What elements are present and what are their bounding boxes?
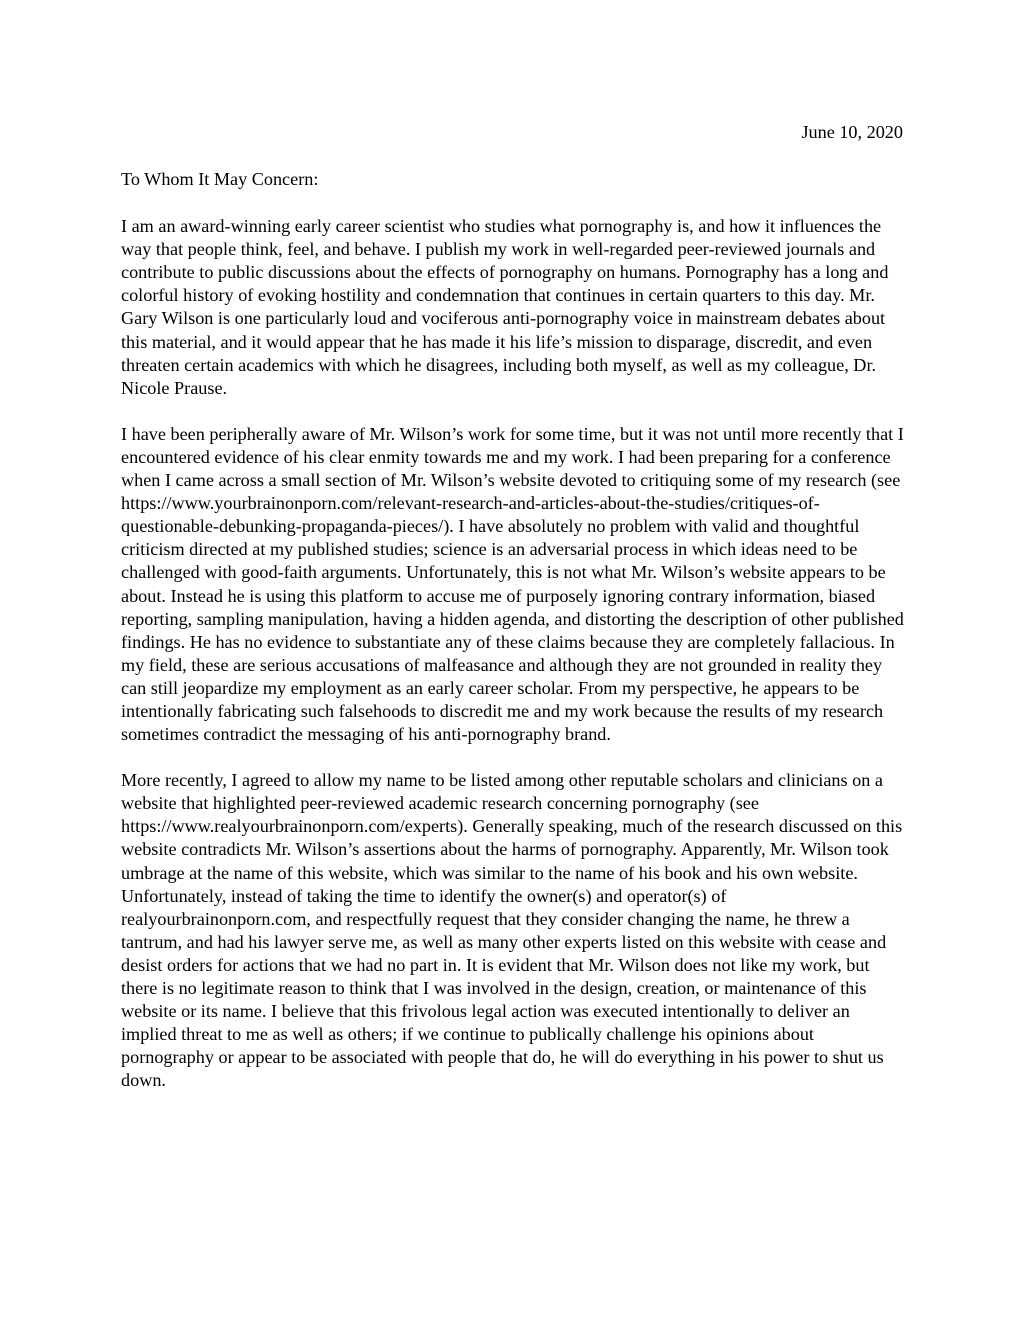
letter-salutation: To Whom It May Concern: <box>121 169 319 189</box>
paragraph-website-critique: I have been peripherally aware of Mr. Wilson’s work for some time, but it was not until more recently that I encountered evidence of his clear enmity towards me and my work. I had been preparing for a conference when I came across a small section of Mr. Wilson’s website devoted to critiquing some of my research (see https://www.yourbrainonporn.com/relevant-research-and-articles-about-the-studies/critiques-of-questionable-debunking-propaganda-pieces/). I have absolutely no problem with valid and thoughtful criticism directed at my published studies; science is an adversarial process in which ideas need to be challenged with good-faith arguments. Unfortunately, this is not what Mr. Wilson’s website appears to be about. Instead he is using this platform to accuse me of purposely ignoring contrary information, biased reporting, sampling manipulation, having a hidden agenda, and distorting the description of other published findings. He has no evidence to substantiate any of these claims because they are completely fallacious. In my field, these are serious accusations of malfeasance and although they are not grounded in reality they can still jeopardize my employment as an early career scholar. From my perspective, he appears to be intentionally fabricating such falsehoods to discredit me and my work because the results of my research sometimes contradict the messaging of his anti-pornography brand. <box>121 423 904 745</box>
letter-body <box>121 168 905 1115</box>
letter-date: June 10, 2020 <box>801 122 903 142</box>
paragraph-cease-and-desist: More recently, I agreed to allow my name to be listed among other reputable scholars and clinicians on a website that highlighted peer-reviewed academic research concerning pornography (see https://www.realyourbrainonporn.com/experts). Generally speaking, much of the research discussed on this website contradicts Mr. Wilson’s assertions about the harms of pornography. Apparently, Mr. Wilson took umbrage at the name of this website, which was similar to the name of his book and his own website. Unfortunately, instead of taking the time to identify the owner(s) and operator(s) of realyourbrainonporn.com, and respectfully request that they consider changing the name, he threw a tantrum, and had his lawyer serve me, as well as many other experts listed on this website with cease and desist orders for actions that we had no part in. It is evident that Mr. Wilson does not like my work, but there is no legitimate reason to think that I was involved in the design, creation, or maintenance of this website or its name. I believe that this frivolous legal action was executed intentionally to deliver an implied threat to me as well as others; if we continue to publically challenge his opinions about pornography or appear to be associated with people that do, he will do everything in his power to shut us down. <box>121 770 903 1091</box>
paragraph-intro: I am an award-winning early career scientist who studies what pornography is, and how it influences the way that people think, feel, and behave. I publish my work in well-regarded peer-reviewed journals and contribute to public discussions about the effects of pornography on humans. Pornography has a long and colorful history of evoking hostility and condemnation that continues in certain quarters to this day. Mr. Gary Wilson is one particularly loud and vociferous anti-pornography voice in mainstream debates about this material, and it would appear that he has made it his life’s mission to disparage, discredit, and even threaten certain academics with which he disagrees, including both myself, as well as my colleague, Dr. Nicole Prause. <box>121 216 889 398</box>
